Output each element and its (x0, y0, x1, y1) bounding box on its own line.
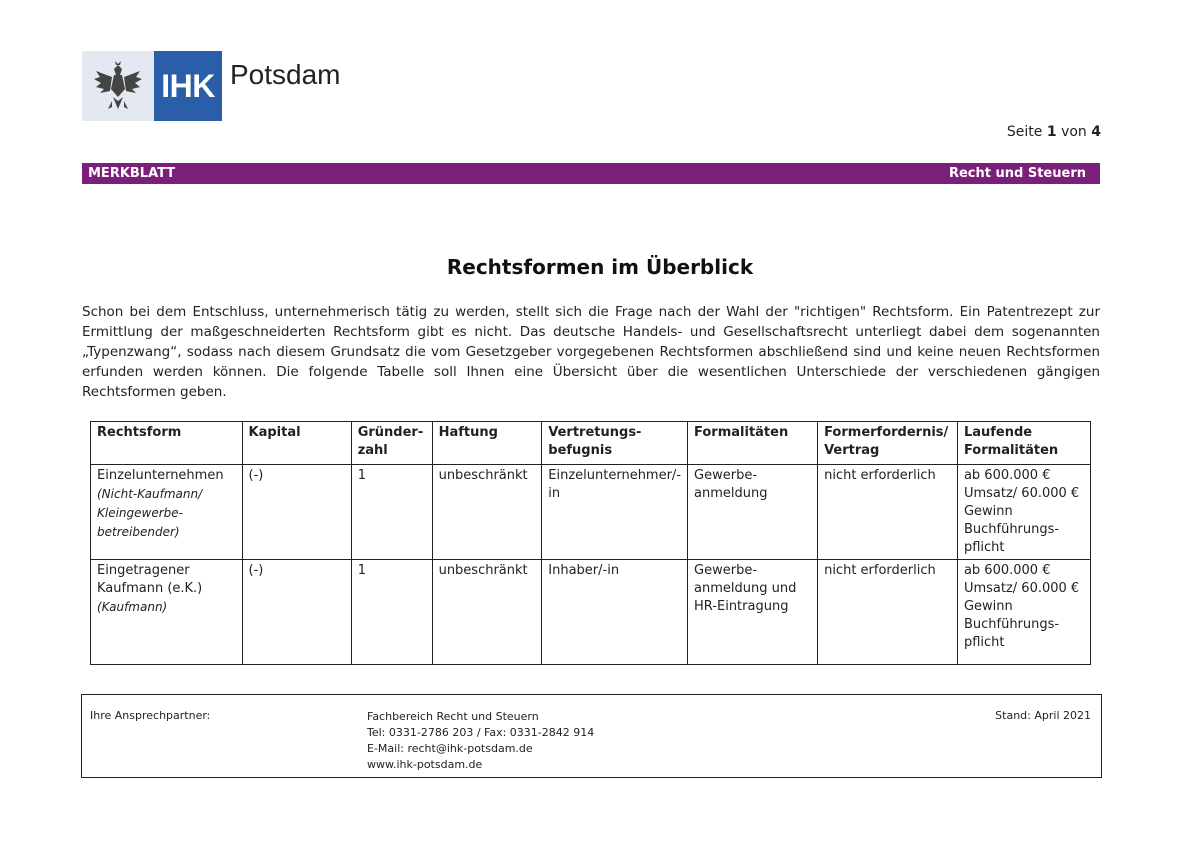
page-of: von (1061, 124, 1087, 140)
table-row (91, 465, 1091, 560)
table-row (91, 560, 1091, 665)
cell-laufend: ab 600.000 € Umsatz/ 60.000 € Gewinn Buchführungs-pflicht (957, 560, 1090, 665)
th-kapital: Kapital (242, 422, 351, 465)
bar-left-label: MERKBLATT (88, 166, 176, 181)
th-formerfordernis: Formerfordernis/ Vertrag (818, 422, 958, 465)
th-gruenderzahl: Gründer-zahl (351, 422, 432, 465)
page-title: Rechtsformen im Überblick (446, 255, 754, 279)
legal-forms-table (90, 421, 1091, 665)
cell-haftung: unbeschränkt (432, 560, 542, 665)
th-laufende: Laufende Formalitäten (957, 422, 1090, 465)
contact-label: Ihre Ansprechpartner: (90, 709, 211, 722)
bar-right-label: Recht und Steuern (948, 166, 1086, 181)
intro-paragraph: Schon bei dem Entschluss, unternehmerisch tätig zu werden, stellt sich die Frage nach der Wahl der "richtigen" Rechtsform. Ein Patentrezept zur Ermittlung der maßgeschneiderten Rechtsform gibt es nicht. Das deutsche Handels- und Gesellschaftsrecht unterliegt dabei dem sogenannten „Typenzwang“, sodass nach diesem Grundsatz die vom Gesetzgeber vorgegebenen Rechtsformen abschließend sind und keine neuen Rechtsformen erfunden werden können. Die folgende Tabelle soll Ihnen eine Übersicht über die wesentlichen Unterschiede der verschiedenen gängigen Rechtsformen geben. (82, 304, 1100, 400)
contact-dept: Fachbereich Recht und Steuern (367, 710, 539, 723)
table-header-row (91, 422, 1091, 465)
contact-details (367, 709, 594, 773)
contact-email[interactable]: E-Mail: recht@ihk-potsdam.de (367, 742, 533, 755)
cell-vertretung: Einzelunternehmer/-in (542, 465, 688, 560)
th-vertretung: Vertretungs-befugnis (542, 422, 688, 465)
cell-sub: (Nicht-Kaufmann/ Kleingewerbe-betreibender) (97, 487, 203, 539)
cell-laufend: ab 600.000 € Umsatz/ 60.000 € Gewinn Buchführungs-pflicht (957, 465, 1090, 560)
logo-city-text: Potsdam (230, 59, 341, 90)
cell-rechtsform (91, 465, 243, 560)
page-indicator (1007, 124, 1101, 140)
cell-gruender: 1 (351, 465, 432, 560)
contact-footer (81, 694, 1102, 778)
cell-formalitaeten: Gewerbe-anmeldung (688, 465, 818, 560)
cell-gruender: 1 (351, 560, 432, 665)
contact-website[interactable]: www.ihk-potsdam.de (367, 758, 483, 771)
cell-sub: (Kaufmann) (97, 600, 168, 614)
page-current: 1 (1046, 124, 1057, 140)
cell-kapital: (-) (242, 465, 351, 560)
page-total: 4 (1091, 124, 1101, 140)
category-bar (82, 163, 1100, 184)
cell-form: nicht erforderlich (818, 465, 958, 560)
th-formalitaeten: Formalitäten (688, 422, 818, 465)
cell-formalitaeten: Gewerbe-anmeldung und HR-Eintragung (688, 560, 818, 665)
cell-haftung: unbeschränkt (432, 465, 542, 560)
th-rechtsform: Rechtsform (91, 422, 243, 465)
logo-ihk-text: IHK (154, 51, 222, 121)
stand-date: Stand: April 2021 (995, 709, 1091, 722)
ihk-logo (82, 51, 341, 121)
cell-rechtsform (91, 560, 243, 665)
eagle-icon (82, 51, 154, 121)
cell-kapital: (-) (242, 560, 351, 665)
cell-name: Eingetragener Kaufmann (e.K.) (97, 563, 203, 596)
cell-form: nicht erforderlich (818, 560, 958, 665)
contact-phone: Tel: 0331-2786 203 / Fax: 0331-2842 914 (367, 726, 595, 739)
cell-name: Einzelunternehmen (97, 468, 224, 483)
cell-vertretung: Inhaber/-in (542, 560, 688, 665)
th-haftung: Haftung (432, 422, 542, 465)
page-prefix: Seite (1006, 124, 1043, 140)
